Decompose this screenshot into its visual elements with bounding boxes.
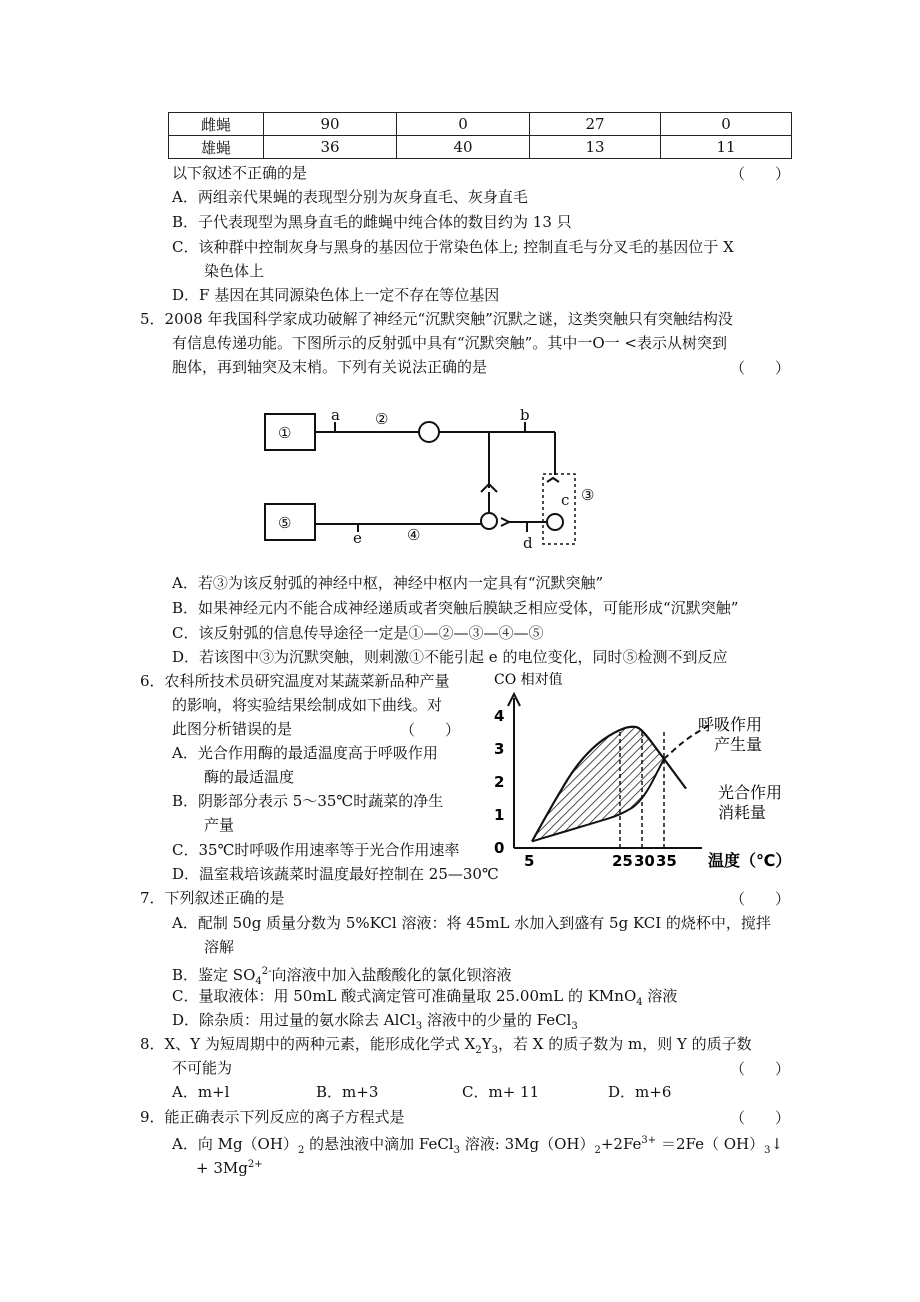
q5-option-a: A．若③为该反射弧的神经中枢，神经中枢内一定具有“沉默突触” [172,574,604,592]
q6-answer-bracket: （ ） [400,721,461,739]
x-tick-label: 5 [524,852,535,870]
q8-option-d: D．m+6 [608,1083,672,1101]
q4-option-c: C．该种群中控制灰身与黑身的基因位于常染色体上; 控制直毛与分叉毛的基因位于 X [172,238,734,256]
table-cell: 27 [530,113,661,136]
x-tick-label: 25 [612,852,633,870]
table-cell: 0 [397,113,530,136]
y-tick-label: 4 [494,707,505,725]
reflex-arc-diagram [255,400,615,560]
label-4: ④ [407,526,421,544]
q4-stem: 以下叙述不正确的是 [172,164,308,182]
q6-option-b: B．阴影部分表示 5～35℃时蔬菜的净生 [172,792,444,810]
q7-option-b: B．鉴定 $SO_4^{2-}$向溶液中加入盐酸酸化的氯化钡溶液 [172,966,512,987]
x-tick-label: 30 [634,852,655,870]
table-cell: 雌蝇 [169,113,264,136]
x-axis-label: 温度（℃） [708,851,792,870]
label-e: e [353,529,362,547]
table-cell: 90 [264,113,397,136]
table-cell: 0 [661,113,792,136]
table-cell: 36 [264,136,397,159]
q5-option-d: D．若该图中③为沉默突触，则刺激①不能引起 e 的电位变化，同时⑤检测不到反应 [172,648,728,666]
table-row [169,113,792,136]
q5-stem-line3: 胞体，再到轴突及末梢。下列有关说法正确的是 [172,358,488,376]
y-tick-label: 2 [494,773,505,791]
table-cell: 雄蝇 [169,136,264,159]
label-b: b [520,406,530,424]
label-1: ① [278,424,292,442]
q5-stem-line1: 5．2008 年我国科学家成功破解了神经元“沉默突触”沉默之谜，这类突触只有突触结构没 [140,310,733,328]
q8-stem-line1: 8．X、Y 为短周期中的两种元素，能形成化学式 $X_2Y_3$，若 X 的质子数为 m，则 Y 的质子数 [140,1035,752,1056]
q6-stem-line2: 的影响，将实验结果绘制成如下曲线。对 [172,696,443,714]
label-3: ③ [581,486,595,504]
x-tick-label: 35 [656,852,677,870]
q9-answer-bracket: （ ） [730,1109,791,1127]
label-2: ② [375,410,389,428]
q7-answer-bracket: （ ） [730,890,791,908]
q6-stem-line1: 6．农科所技术员研究温度对某蔬菜新品种产量 [140,672,450,690]
q6-option-d: D．温室栽培该蔬菜时温度最好控制在 25—30℃ [172,865,499,883]
chart-title: CO 相对值 [494,672,563,688]
q4-option-b: B．子代表现型为黑身直毛的雌蝇中纯合体的数目约为 13 只 [172,213,572,231]
q9-option-a: A．向 $Mg(OH)_2$ 的悬浊液中滴加 FeCl$_3$ 溶液: $3Mg(OH)_2+2Fe^{3+} =2Fe$（ $OH)_3↓$ [172,1135,784,1156]
temperature-chart [490,668,810,880]
q8-option-b: B．m+3 [316,1083,379,1101]
q9-stem: 9．能正确表示下列反应的离子方程式是 [140,1108,405,1126]
q6-option-b-cont: 产量 [204,816,235,834]
q5-option-b: B．如果神经元内不能合成神经递质或者突触后膜缺乏相应受体，可能形成“沉默突触” [172,599,739,617]
y-tick-label: 0 [494,839,505,857]
table-cell: 11 [661,136,792,159]
q8-answer-bracket: （ ） [730,1060,791,1078]
label-respiration-2: 产生量 [714,735,763,754]
table-row [169,136,792,159]
synapse-dotted-box [543,474,575,544]
q8-option-a: A．m+l [172,1083,230,1101]
label-respiration: 呼吸作用 [698,715,763,734]
label-photosynthesis: 光合作用 [718,783,783,802]
neuron-cell-body [419,422,439,442]
q8-option-c: C．m+ 11 [462,1083,540,1101]
q7-option-a: A．配制 50g 质量分数为 5%KCl 溶液：将 45mL 水加入到盛有 5g KCI 的烧杯中，搅拌 [172,914,771,932]
q7-option-d: D．除杂质：用过量的氨水除去 AlCl$_3$ 溶液中的少量的 FeCl$_3$ [172,1011,578,1032]
q5-option-c: C．该反射弧的信息传导途径一定是①—②—③—④—⑤ [172,624,544,642]
data-table [168,112,792,159]
table-cell: 13 [530,136,661,159]
q7-stem: 7．下列叙述正确的是 [140,889,285,907]
q7-option-a-cont: 溶解 [204,938,235,956]
label-c: c [561,491,570,509]
q9-option-a-cont: + $3Mg^{2+}$ [196,1159,263,1177]
q4-option-d: D．F 基因在其同源染色体上一定不存在等位基因 [172,286,500,304]
q8-stem-line2: 不可能为 [172,1059,233,1077]
q4-answer-bracket: （ ） [730,165,791,183]
table-cell: 40 [397,136,530,159]
label-5: ⑤ [278,514,292,532]
q7-option-c: C．量取液体：用 50mL 酸式滴定管可准确量取 25.00mL 的 KMnO$_4$ 溶液 [172,987,678,1008]
q4-option-c-cont: 染色体上 [204,262,265,280]
q5-answer-bracket: （ ） [730,359,791,377]
q5-stem-line2: 有信息传递功能。下图所示的反射弧中具有“沉默突触”。其中一O一 <表示从树突到 [172,334,727,352]
label-d: d [523,534,533,552]
q6-option-a-cont: 酶的最适温度 [204,768,295,786]
q6-option-a: A．光合作用酶的最适温度高于呼吸作用 [172,744,438,762]
q6-option-c: C．35℃时呼吸作用速率等于光合作用速率 [172,841,460,859]
y-tick-label: 1 [494,806,505,824]
y-tick-label: 3 [494,740,505,758]
q6-stem-line3: 此图分析错误的是 [172,720,293,738]
q4-option-a: A．两组亲代果蝇的表现型分别为灰身直毛、灰身直毛 [172,188,528,206]
label-a: a [331,406,340,424]
label-photosynthesis-2: 消耗量 [718,803,767,822]
